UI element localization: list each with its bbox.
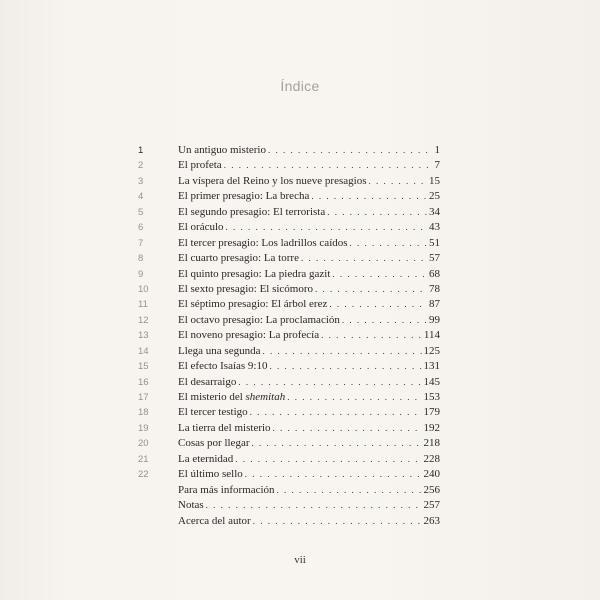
dot-leader — [277, 483, 422, 498]
chapter-title: La tierra del misterio — [178, 421, 271, 434]
page-number: 218 — [423, 437, 440, 450]
dot-leader — [332, 267, 427, 282]
chapter-title: Un antiguo misterio — [178, 144, 266, 156]
chapter-title: El primer presagio: La brecha — [178, 190, 310, 203]
page-number: 51 — [429, 236, 440, 249]
page-number: 125 — [423, 344, 440, 357]
chapter-title-text: El misterio del — [178, 391, 246, 403]
chapter-number: 1 — [138, 145, 144, 156]
page-title: Índice — [280, 78, 320, 94]
toc-entry — [130, 405, 440, 420]
toc-entry — [130, 297, 440, 312]
page-number: 87 — [429, 298, 440, 311]
toc-entry — [130, 344, 440, 359]
page-number: 240 — [423, 468, 440, 481]
chapter-number: 4 — [138, 191, 144, 203]
dot-leader — [251, 436, 421, 451]
chapter-title: El noveno presagio: La profecía — [178, 329, 320, 342]
toc-entry — [130, 267, 440, 282]
toc-entry — [130, 189, 440, 204]
chapter-title: El octavo presagio: La proclamación — [178, 313, 340, 326]
dot-leader — [301, 251, 427, 266]
chapter-title: Cosas por llegar — [178, 437, 250, 450]
page-number: 257 — [423, 499, 440, 512]
chapter-number: 10 — [138, 283, 149, 295]
page-number: 179 — [423, 406, 440, 419]
chapter-title: Acerca del autor — [178, 514, 251, 527]
chapter-number: 3 — [138, 175, 144, 187]
chapter-title: El cuarto presagio: La torre — [178, 252, 299, 265]
dot-leader — [262, 344, 421, 359]
chapter-title — [178, 390, 285, 405]
dot-leader — [224, 158, 433, 173]
toc-entry — [130, 251, 440, 266]
toc-entry — [130, 174, 440, 189]
toc-entry — [130, 359, 440, 374]
chapter-title: El profeta — [178, 159, 222, 172]
chapter-title: El efecto Isaías 9:10 — [178, 360, 268, 373]
toc-entry — [130, 467, 440, 482]
chapter-title: La víspera del Reino y los nueve presagios — [178, 174, 367, 187]
chapter-number: 8 — [138, 253, 144, 265]
chapter-number: 19 — [138, 422, 149, 434]
dot-leader — [327, 205, 427, 220]
chapter-title: Llega una segunda — [178, 344, 261, 357]
page-number: 256 — [423, 483, 440, 496]
dot-leader — [206, 498, 422, 513]
toc-entry — [130, 390, 440, 405]
page-number: 1 — [434, 144, 440, 156]
toc-entry — [130, 313, 440, 328]
chapter-title: El segundo presagio: El terrorista — [178, 205, 326, 218]
dot-leader — [226, 220, 427, 235]
page-number: 114 — [423, 329, 440, 342]
toc-entry — [130, 498, 440, 513]
chapter-title: El sexto presagio: El sicómoro — [178, 282, 314, 295]
toc-entry — [130, 236, 440, 251]
chapter-number: 13 — [138, 330, 149, 342]
chapter-title: La eternidad — [178, 452, 234, 465]
chapter-number: 22 — [138, 469, 149, 481]
dot-leader — [273, 421, 422, 436]
page-number: 34 — [429, 205, 440, 218]
chapter-title: El desarraigo — [178, 375, 237, 388]
toc-entry — [130, 514, 440, 529]
dot-leader — [270, 359, 422, 374]
chapter-number: 14 — [138, 345, 149, 357]
dot-leader — [287, 390, 421, 405]
toc-entry — [130, 158, 440, 173]
page-folio: vii — [294, 554, 306, 566]
toc-entry — [130, 483, 440, 498]
chapter-number: 16 — [138, 376, 149, 388]
chapter-number: 17 — [138, 392, 149, 403]
page-number: 7 — [434, 159, 440, 172]
chapter-number: 6 — [138, 222, 144, 234]
dot-leader — [329, 297, 427, 312]
dot-leader — [350, 236, 427, 251]
dot-leader — [311, 189, 427, 204]
page-number: 228 — [423, 452, 440, 465]
chapter-number: 2 — [138, 160, 144, 172]
toc-entry — [130, 282, 440, 297]
dot-leader — [238, 375, 421, 390]
page-number: 131 — [423, 360, 440, 373]
dot-leader — [368, 174, 427, 189]
dot-leader — [342, 313, 427, 328]
chapter-number: 20 — [138, 438, 149, 450]
dot-leader — [235, 452, 421, 467]
dot-leader — [268, 143, 433, 158]
dot-leader — [321, 328, 422, 343]
page-number: 145 — [423, 375, 440, 388]
page-number: 99 — [429, 313, 440, 326]
toc-entry — [130, 452, 440, 467]
toc-entry — [130, 220, 440, 235]
chapter-number: 9 — [138, 268, 144, 280]
chapter-number: 21 — [138, 453, 149, 465]
chapter-number: 12 — [138, 314, 149, 326]
chapter-title: Notas — [178, 499, 204, 512]
chapter-title: El oráculo — [178, 221, 224, 234]
table-of-contents — [130, 143, 440, 529]
chapter-title: El último sello — [178, 468, 243, 481]
page-number: 78 — [429, 282, 440, 295]
dot-leader — [250, 405, 422, 420]
chapter-number: 18 — [138, 407, 149, 419]
toc-entry — [130, 436, 440, 451]
page-number: 25 — [429, 190, 440, 203]
chapter-title-italic: shemitah — [245, 391, 286, 403]
chapter-number: 11 — [138, 299, 148, 311]
chapter-title: El tercer presagio: Los ladrillos caídos — [178, 236, 348, 249]
chapter-number: 15 — [138, 361, 149, 373]
chapter-title: El tercer testigo — [178, 406, 248, 419]
page-number: 153 — [423, 391, 440, 403]
page-number: 192 — [423, 421, 440, 434]
chapter-title: Para más información — [178, 483, 275, 496]
toc-entry — [130, 421, 440, 436]
chapter-number: 7 — [138, 237, 144, 249]
page-number: 43 — [429, 221, 440, 234]
dot-leader — [245, 467, 422, 482]
page-number: 263 — [423, 514, 440, 527]
chapter-title: El séptimo presagio: El árbol erez — [178, 298, 328, 311]
toc-entry — [130, 143, 440, 158]
page-number: 57 — [429, 252, 440, 265]
page-number: 15 — [429, 174, 440, 187]
toc-entry — [130, 205, 440, 220]
dot-leader — [253, 514, 422, 529]
chapter-title: El quinto presagio: La piedra gazit — [178, 267, 331, 280]
dot-leader — [315, 282, 427, 297]
toc-entry — [130, 375, 440, 390]
page-number: 68 — [429, 267, 440, 280]
chapter-number: 5 — [138, 206, 144, 218]
toc-entry — [130, 328, 440, 343]
